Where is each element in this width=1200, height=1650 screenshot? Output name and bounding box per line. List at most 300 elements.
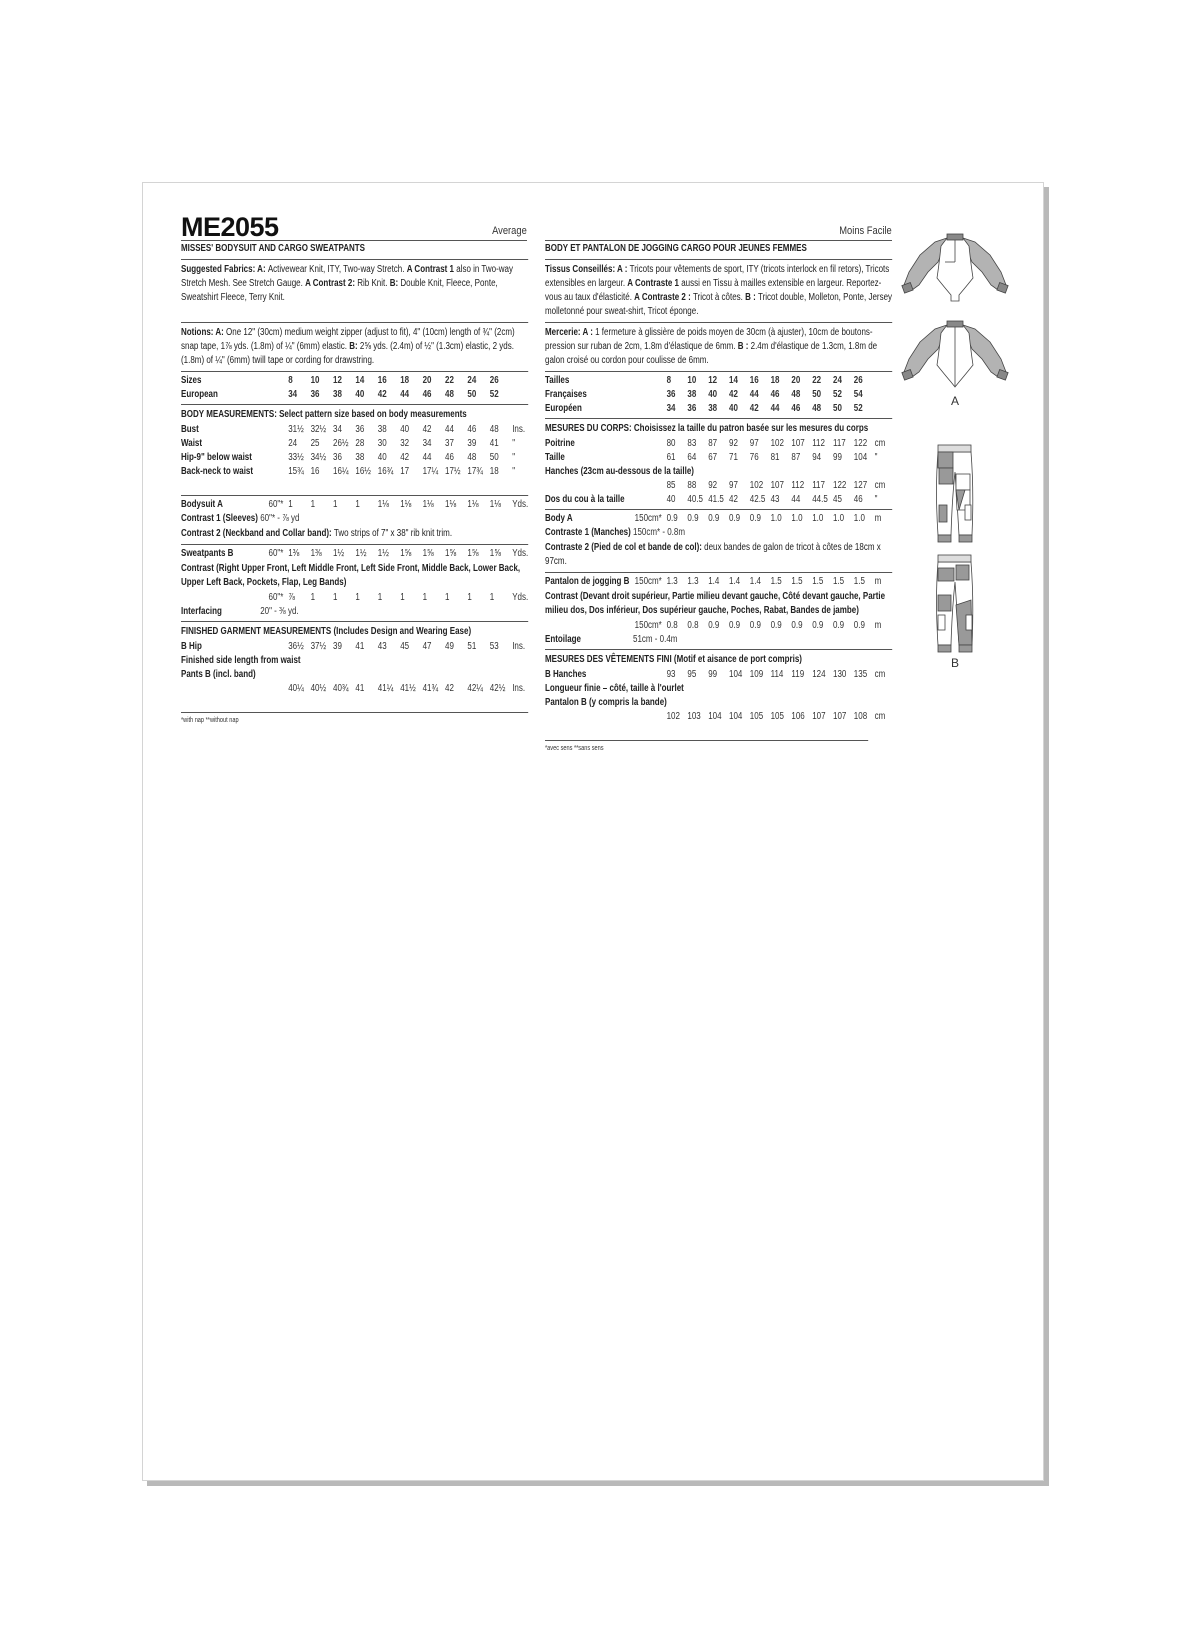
measurement-row: [545, 512, 892, 526]
size-value: 1⅛: [445, 499, 457, 510]
size-value: 1.3: [687, 576, 699, 587]
technical-drawings: [895, 200, 1025, 680]
divider: [181, 371, 528, 372]
size-value: 16: [310, 466, 320, 477]
unit-label: Ins.: [512, 641, 526, 652]
size-value: 41½: [400, 683, 416, 694]
bold-label: B:: [389, 278, 401, 289]
unit-label: Yds.: [512, 499, 529, 510]
divider: [545, 322, 892, 323]
size-value: 1⅛: [467, 499, 479, 510]
size-value: 24: [833, 375, 842, 386]
size-value: 97: [729, 480, 738, 491]
size-value: 109: [749, 669, 764, 680]
spacer: [181, 696, 528, 710]
row-label: Françaises: [545, 389, 587, 400]
size-value: 26: [489, 375, 499, 386]
size-value: 42½: [489, 683, 506, 694]
size-value: 37: [445, 438, 454, 449]
fabric-width: [260, 640, 288, 654]
measurement-row: [545, 619, 892, 633]
size-value: 14: [729, 375, 738, 386]
row-label: European: [181, 389, 218, 400]
row-label: Contraste 1 (Manches): [545, 527, 631, 538]
english-column: [181, 241, 528, 727]
size-value: 67: [708, 452, 718, 463]
size-value: 1: [377, 592, 383, 603]
unit-label: Yds.: [512, 592, 529, 603]
size-value: 33½: [288, 452, 304, 463]
size-value: 104: [853, 452, 868, 463]
size-value: 1.3: [666, 576, 678, 587]
size-value: 39: [333, 641, 342, 652]
size-value: 1.0: [812, 513, 824, 524]
row-label: Bodysuit A: [181, 499, 223, 510]
size-value: 40¼: [288, 683, 304, 694]
fabric-width: [633, 374, 667, 388]
size-value: 17¾: [467, 466, 483, 477]
divider: [181, 495, 528, 496]
size-value: 38: [377, 424, 387, 435]
size-value: 0.9: [666, 513, 678, 524]
size-value: 1⅝: [467, 548, 479, 559]
size-value: 1: [288, 499, 293, 510]
divider: [545, 371, 892, 372]
bold-label: A Contrast 2:: [305, 278, 358, 289]
row-label: B Hanches: [545, 669, 587, 680]
paragraph-text: Tricot double, Molleton, Ponte, Jersey molletonné pour sweat-shirt, Tricot éponge.: [545, 292, 893, 317]
size-value: 46: [422, 389, 432, 400]
size-value: 0.9: [729, 620, 741, 631]
size-value: 1: [422, 592, 428, 603]
size-value: 50: [489, 452, 499, 463]
measurement-row: [545, 388, 892, 402]
size-value: 122: [833, 480, 847, 491]
size-value: 36: [310, 389, 320, 400]
section-heading: MESURES DES VÊTEMENTS FINI (Motif et aisance de port compris): [545, 654, 802, 665]
size-value: 104: [729, 669, 743, 680]
size-value: 45: [400, 641, 410, 652]
measurement-row: [181, 605, 528, 619]
fabric-width: [633, 710, 667, 724]
size-value: 42: [377, 389, 387, 400]
size-value: 38: [687, 389, 697, 400]
size-value: 46: [853, 494, 863, 505]
divider: [545, 259, 892, 260]
size-value: 18: [770, 375, 780, 386]
row-label: Interfacing: [181, 606, 222, 617]
fabric-width: [633, 437, 667, 451]
measurement-row: [181, 512, 528, 526]
size-value: 1⅝: [400, 548, 412, 559]
size-value: 51: [467, 641, 477, 652]
measurement-row: [181, 374, 528, 388]
size-value: 50: [812, 389, 822, 400]
measurement-row: [545, 402, 892, 416]
size-value: 17: [400, 466, 410, 477]
size-value: 0.9: [812, 620, 824, 631]
row-label: Contrast 1 (Sleeves): [181, 513, 258, 524]
size-value: 1.5: [770, 576, 782, 587]
size-value: 53: [489, 641, 499, 652]
size-value: 40: [729, 403, 738, 414]
row-label: Dos du cou à la taille: [545, 494, 625, 505]
size-value: 39: [467, 438, 477, 449]
size-value: 24: [288, 438, 298, 449]
pants-front-drawing: [937, 445, 973, 542]
size-value: 48: [445, 389, 454, 400]
size-value: 48: [467, 452, 477, 463]
bold-label: A Contraste 1: [627, 278, 682, 289]
divider: [181, 322, 528, 323]
measurement-row: [545, 479, 892, 493]
row-label: Waist: [181, 438, 203, 449]
size-value: 106: [791, 711, 805, 722]
size-value: 25: [310, 438, 320, 449]
bold-label: Tissus Conseillés: A :: [545, 264, 630, 275]
fabric-width: 51cm - 0.4m: [633, 634, 678, 645]
size-value: 105: [770, 711, 784, 722]
size-value: 34: [333, 424, 342, 435]
size-value: 26½: [333, 438, 349, 449]
size-value: 32½: [310, 424, 327, 435]
size-value: 1.5: [833, 576, 845, 587]
size-value: 104: [729, 711, 743, 722]
size-value: 42.5: [749, 494, 766, 505]
size-value: 26: [853, 375, 863, 386]
size-value: 97: [749, 438, 759, 449]
bold-label: B :: [737, 341, 751, 352]
size-value: 122: [853, 438, 868, 449]
size-value: 34: [422, 438, 432, 449]
size-value: 0.9: [770, 620, 782, 631]
unit-label: ": [874, 452, 878, 463]
text-paragraph: [545, 589, 892, 619]
size-value: 34½: [310, 452, 327, 463]
divider: [181, 621, 528, 622]
size-value: 119: [791, 669, 805, 680]
fabric-width: 150cm* - 0.8m: [633, 527, 686, 538]
row-label: [181, 682, 260, 696]
measurement-row: [545, 633, 892, 647]
size-value: 46: [770, 389, 780, 400]
divider: [545, 740, 868, 741]
size-value: 18: [489, 466, 499, 477]
text-paragraph: [545, 262, 892, 320]
spacer: [181, 479, 528, 493]
size-value: 16½: [355, 466, 371, 477]
size-value: 81: [770, 452, 780, 463]
size-value: 48: [489, 424, 499, 435]
row-label: [545, 479, 633, 493]
row-label: Poitrine: [545, 438, 575, 449]
fabric-width: [633, 493, 667, 507]
measurement-row: [545, 437, 892, 451]
size-value: 105: [749, 711, 764, 722]
row-label: [545, 619, 633, 633]
size-value: 64: [687, 452, 697, 463]
size-value: 76: [749, 452, 759, 463]
size-value: 41¾: [422, 683, 439, 694]
bold-label: Contrast 2 (Neckband and Collar band):: [181, 528, 334, 539]
difficulty-level-en: Average: [492, 225, 527, 237]
row-label: Hip-9" below waist: [181, 452, 252, 463]
size-value: 0.9: [853, 620, 865, 631]
size-value: 8: [288, 375, 293, 386]
size-value: 41¼: [377, 683, 394, 694]
size-value: 37½: [310, 641, 327, 652]
section-heading: BODY MEASUREMENTS: Select pattern size based on body measurements: [181, 409, 467, 420]
difficulty-level-fr: Moins Facile: [839, 225, 892, 237]
size-value: 92: [729, 438, 738, 449]
size-value: 1⅛: [377, 499, 389, 510]
row-label: Finished side length from waist: [181, 655, 301, 666]
size-value: 47: [422, 641, 432, 652]
measurement-row: [181, 547, 528, 561]
fabric-width: [260, 451, 288, 465]
size-value: 93: [666, 669, 676, 680]
paragraph-text: Activewear Knit, ITY, Two-way Stretch.: [267, 264, 407, 275]
size-value: 44: [445, 424, 454, 435]
size-value: 107: [833, 711, 847, 722]
size-value: 40: [355, 389, 365, 400]
size-value: 36: [333, 452, 342, 463]
measurement-row: [545, 710, 892, 724]
row-label: B Hip: [181, 641, 202, 652]
fabric-width: [260, 374, 288, 388]
size-value: 30: [377, 438, 387, 449]
size-value: 1.5: [812, 576, 824, 587]
text-paragraph: [181, 262, 528, 306]
row-label: [545, 710, 633, 724]
size-value: 1.0: [770, 513, 782, 524]
size-value: 44.5: [812, 494, 828, 505]
size-value: 16¾: [377, 466, 394, 477]
size-value: 1: [445, 592, 450, 603]
size-value: 1.5: [791, 576, 803, 587]
size-value: 99: [833, 452, 842, 463]
size-value: 17¼: [422, 466, 439, 477]
measurement-row: [545, 575, 892, 589]
size-value: 34: [288, 389, 298, 400]
measurement-row: [545, 668, 892, 682]
size-value: 1½: [377, 548, 389, 559]
measurement-row: [545, 451, 892, 465]
size-value: 14: [355, 375, 365, 386]
measurement-row: [181, 465, 528, 479]
size-value: ⅞: [288, 592, 295, 603]
size-value: 12: [333, 375, 342, 386]
size-value: 34: [666, 403, 676, 414]
fabric-width: 60"*: [268, 548, 284, 559]
size-value: 52: [833, 389, 842, 400]
size-value: 12: [708, 375, 718, 386]
size-value: 114: [770, 669, 784, 680]
size-value: 38: [708, 403, 718, 414]
paragraph-text: Tricot à côtes.: [692, 292, 746, 303]
size-value: 1½: [333, 548, 345, 559]
size-value: 61: [666, 452, 676, 463]
size-value: 112: [791, 480, 805, 491]
bold-label: Suggested Fabrics: A:: [181, 264, 268, 275]
paragraph-text: Two strips of 7" x 38" rib knit trim.: [333, 528, 453, 539]
fabric-width: [633, 388, 667, 402]
text-paragraph: [181, 561, 528, 591]
measurement-row: [181, 451, 528, 465]
size-value: 50: [833, 403, 842, 414]
spacer: [545, 724, 892, 738]
bold-label: Mercerie: A :: [545, 327, 596, 338]
unit-label: cm: [874, 669, 886, 680]
size-value: 16¼: [333, 466, 349, 477]
size-value: 38: [355, 452, 365, 463]
french-column: [545, 241, 892, 755]
unit-label: m: [874, 513, 882, 524]
fabric-width: 150cm*: [634, 513, 662, 524]
size-value: 1½: [355, 548, 367, 559]
view-label-b: B: [951, 656, 960, 670]
row-label: Pants B (incl. band): [181, 669, 256, 680]
size-value: 42¼: [467, 683, 483, 694]
fabric-width: 150cm*: [634, 620, 662, 631]
row-label: Pantalon de jogging B: [545, 576, 630, 587]
size-value: 50: [467, 389, 477, 400]
measurement-row: [181, 423, 528, 437]
size-value: 22: [812, 375, 822, 386]
size-value: 1: [355, 592, 360, 603]
size-value: 1.0: [791, 513, 803, 524]
unit-label: Ins.: [512, 683, 526, 694]
size-value: 36: [687, 403, 697, 414]
size-value: 36: [355, 424, 365, 435]
paragraph-text: aussi en Tissu à mailles extensible en largeur. Reportez-vous au taux d'élasticité.: [545, 278, 882, 303]
size-value: 99: [708, 669, 718, 680]
unit-label: ": [512, 466, 516, 477]
size-value: 107: [812, 711, 826, 722]
size-value: 40: [708, 389, 718, 400]
size-value: 42: [749, 403, 759, 414]
size-value: 83: [687, 438, 697, 449]
size-value: 102: [666, 711, 680, 722]
size-value: 44: [400, 389, 410, 400]
measurement-row: [181, 388, 528, 402]
fabric-width: [260, 465, 288, 479]
bold-label: Contraste 2 (Pied de col et bande de col):: [545, 542, 705, 553]
size-value: 52: [853, 403, 863, 414]
size-value: 32: [400, 438, 410, 449]
size-value: 40: [377, 452, 387, 463]
row-label: Hanches (23cm au-dessous de la taille): [545, 466, 694, 477]
bold-label: B :: [745, 292, 759, 303]
size-value: 42: [422, 424, 432, 435]
size-value: 1.4: [749, 576, 761, 587]
size-value: 107: [770, 480, 784, 491]
size-value: 31½: [288, 424, 304, 435]
unit-label: cm: [874, 711, 886, 722]
size-value: 41: [489, 438, 499, 449]
size-value: 0.9: [687, 513, 699, 524]
footnote: *with nap **without nap: [181, 717, 239, 724]
size-value: 42: [729, 389, 738, 400]
row-label: Bust: [181, 424, 199, 435]
size-value: 1.4: [708, 576, 720, 587]
size-value: 49: [445, 641, 454, 652]
bold-label: B:: [349, 341, 360, 352]
bodysuit-front-drawing: [902, 234, 1008, 301]
size-value: 1⅛: [422, 499, 434, 510]
paragraph-text: 2.4m d'élastique de 1.3cm, 1.8m de galon croisé ou cordon pour coulisse de 6mm.: [545, 341, 878, 366]
section-heading: MISSES' BODYSUIT AND CARGO SWEATPANTS: [181, 243, 365, 254]
size-value: 38: [333, 389, 342, 400]
bold-label: A Contraste 2 :: [634, 292, 693, 303]
size-value: 48: [812, 403, 822, 414]
size-value: 1⅝: [422, 548, 434, 559]
size-value: 127: [853, 480, 868, 491]
size-value: 1⅛: [400, 499, 412, 510]
measurement-row: [181, 682, 528, 696]
pattern-number: ME2055: [181, 212, 279, 242]
measurement-row: [545, 526, 892, 540]
size-value: 42: [729, 494, 738, 505]
paragraph-text: Tricots pour vêtements de sport, ITY (tricots interlock en fil retors), Tricots extensibles en largeur.: [545, 264, 890, 289]
bold-label: A Contrast 1: [406, 264, 457, 275]
size-value: 44: [422, 452, 432, 463]
paragraph-text: Rib Knit.: [357, 278, 390, 289]
row-label: Taille: [545, 452, 565, 463]
size-value: 94: [812, 452, 822, 463]
fabric-width: [260, 388, 288, 402]
size-value: 15¾: [288, 466, 304, 477]
size-value: 1⅜: [310, 548, 322, 559]
divider: [545, 572, 892, 573]
size-value: 40¾: [333, 683, 349, 694]
size-value: 0.9: [729, 513, 741, 524]
size-value: 108: [853, 711, 868, 722]
paragraph-text: One 12" (30cm) medium weight zipper (adjust to fit), 4" (10cm) length of ¾" (2cm) snap tape, 1⅞ yds. (1.8m) of ¼" (6mm) elastic.: [181, 327, 515, 352]
measurement-row: [181, 437, 528, 451]
size-value: 17½: [445, 466, 461, 477]
size-value: 1: [333, 592, 338, 603]
size-value: 1⅝: [489, 548, 501, 559]
size-value: 88: [687, 480, 697, 491]
size-value: 44: [770, 403, 780, 414]
size-value: 46: [445, 452, 454, 463]
size-value: 41: [355, 683, 365, 694]
divider: [181, 259, 528, 260]
size-value: 87: [708, 438, 718, 449]
fabric-width: 60"*: [268, 499, 284, 510]
size-value: 1: [400, 592, 405, 603]
size-value: 1: [489, 592, 495, 603]
size-value: 44: [749, 389, 759, 400]
size-value: 95: [687, 669, 697, 680]
size-value: 36: [666, 389, 676, 400]
paragraph-text: Double Knit, Fleece, Ponte, Sweatshirt Fleece, Terry Knit.: [181, 278, 498, 303]
size-value: 0.9: [833, 620, 845, 631]
unit-label: cm: [874, 438, 886, 449]
row-label: Longueur finie – côté, taille à l'ourlet: [545, 683, 684, 694]
size-value: 16: [377, 375, 387, 386]
row-label: Body A: [545, 513, 573, 524]
text-paragraph: [545, 540, 892, 570]
fabric-width: 150cm*: [634, 576, 662, 587]
measurement-row: [181, 640, 528, 654]
unit-label: m: [874, 576, 882, 587]
divider: [181, 712, 528, 713]
size-value: 124: [812, 669, 826, 680]
divider: [545, 649, 892, 650]
unit-label: ": [512, 452, 516, 463]
